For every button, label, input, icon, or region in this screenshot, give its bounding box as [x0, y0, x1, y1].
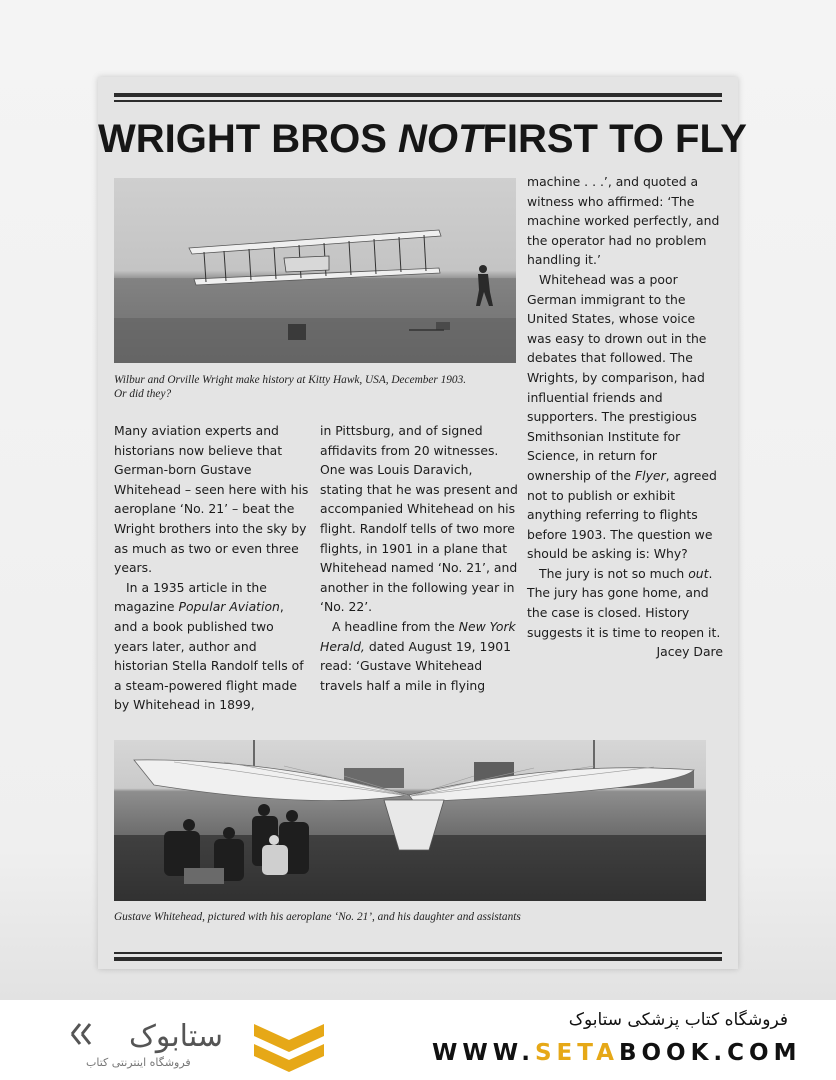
- bottom-rule-thick: [114, 957, 722, 961]
- col2-p2-text-b: dated August 19, 1901 read: ‘Gustave Whitehead travels half a mile in flying: [320, 638, 512, 693]
- caption-top-line2: Or did they?: [114, 387, 172, 400]
- top-rule-thick: [114, 93, 722, 97]
- col1-paragraph-2: [114, 578, 310, 715]
- logo-tagline: فروشگاه اینترنتی کتاب: [86, 1056, 191, 1069]
- col1-paragraph-1: Many aviation experts and historians now believe that German-born Gustave Whitehead – seen here with his aeroplane ‘No. 21’ – beat the Wright brothers into the sky by as much as two or even three years.: [114, 423, 309, 576]
- col3-p2-text-b: , agreed not to publish or exhibit anything referring to flights before 1903. The question we should be asking is: Why?: [527, 467, 717, 562]
- bottom-photo-caption: Gustave Whitehead, pictured with his aeroplane ‘No. 21’, and his daughter and assistants: [114, 911, 521, 923]
- top-rule-thin: [114, 100, 722, 102]
- col3-p3-text-a: The jury is not so much: [539, 565, 689, 581]
- wright-flyer-photo: [114, 178, 516, 363]
- col2-paragraph-2: [320, 617, 518, 695]
- article-column-3: [527, 172, 723, 662]
- headline-part2: FIRST TO FLY: [482, 117, 747, 161]
- col3-p2-italic: Flyer: [635, 467, 666, 483]
- byline: Jacey Dare: [656, 644, 723, 660]
- store-footer: [0, 1000, 836, 1080]
- col3-paragraph-2: [527, 270, 723, 564]
- col1-p2-italic: Popular Aviation: [178, 599, 280, 615]
- article-column-2: [320, 421, 518, 695]
- col2-p2-italic: New York Herald,: [320, 618, 516, 654]
- headline-not: NOT: [398, 117, 483, 161]
- whitehead-aeroplane-photo: [114, 740, 706, 901]
- top-photo-caption: [114, 374, 514, 401]
- caption-top-line1: Wilbur and Orville Wright make history at Kitty Hawk, USA, December 1903.: [114, 374, 467, 386]
- page-title: [98, 117, 747, 162]
- url-highlight: SETA: [534, 1040, 619, 1066]
- col3-p2-text-a: Whitehead was a poor German immigrant to the United States, whose voice was easy to drown out in the debates that followed. The Wrights, by comparison, had influential friends and supporters. The prestigious Smithsonian Institute for Science, in return for ownership of the: [527, 271, 707, 483]
- col2-paragraph-1: in Pittsburg, and of signed affidavits from 20 witnesses. One was Louis Daravich, stating that he was present and accompanied Whitehead on his flight. Randolf tells of two more flights, in 1901 in a plane that Whitehead named ‘No. 21’, and another in the following year in ‘No. 22’.: [320, 423, 518, 615]
- url-suffix: BOOK.COM: [618, 1040, 802, 1066]
- url-prefix: WWW.: [432, 1040, 535, 1066]
- magazine-page: [98, 77, 747, 969]
- store-url[interactable]: [432, 1040, 801, 1066]
- col3-p3-text-b: . The jury has gone home, and the case is closed. History suggests it is time to reopen it.: [527, 565, 721, 640]
- logo-wordmark: ستابوک: [128, 1019, 224, 1054]
- col3-paragraph-1: machine . . .’, and quoted a witness who affirmed: ‘The machine worked perfectly, and the operator had no problem handling it.’: [527, 174, 720, 268]
- setabook-logo-icon: [66, 1012, 246, 1056]
- bottom-rule-thin: [114, 952, 722, 954]
- col3-p3-italic: out: [688, 565, 709, 581]
- article-column-1: [114, 421, 310, 715]
- col1-p2-text-a: In a 1935 article in the magazine: [114, 579, 267, 615]
- col1-p2-text-b: , and a book published two years later, author and historian Stella Randolf tells of a steam-powered flight made by Whitehead in 1899,: [114, 599, 304, 713]
- headline-part1: WRIGHT BROS: [98, 117, 387, 161]
- store-name: فروشگاه کتاب پزشکی ستابوک: [568, 1010, 788, 1030]
- col3-paragraph-3: [527, 564, 723, 642]
- chevron-logo-icon: [250, 1018, 328, 1076]
- col2-p2-text-a: A headline from the: [332, 618, 459, 634]
